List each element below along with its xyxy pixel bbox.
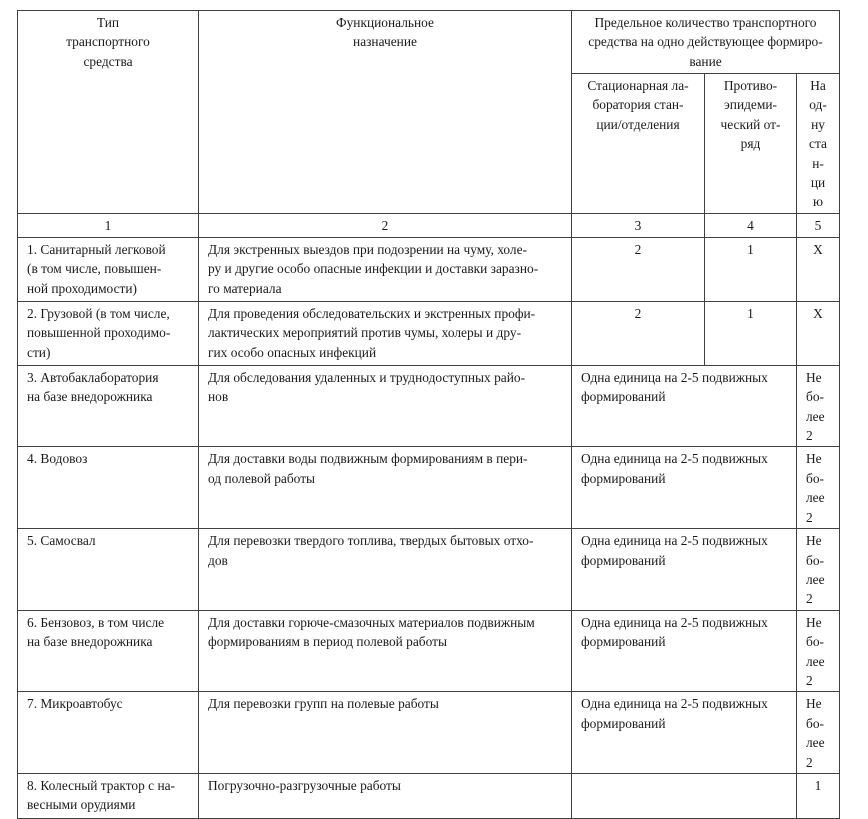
purpose-cell: Для перевозки твердого топлива, твердых бытовых отхо- дов	[199, 529, 572, 611]
merged-quantity-cell: Одна единица на 2-5 подвижных формирований	[572, 447, 797, 529]
header-limit-group: Предельное количество транспортного средства на одно действующее формиро- вание	[572, 11, 840, 74]
station-count-cell: Х	[797, 301, 840, 365]
station-count-cell: Не бо- лее 2	[797, 610, 840, 692]
merged-quantity-cell: Одна единица на 2-5 подвижных формирований	[572, 692, 797, 774]
purpose-cell: Для экстренных выездов при подозрении на чуму, холе- ру и другие особо опасные инфекции и доставки заразно- го материала	[199, 237, 572, 301]
vehicle-type-cell: 6. Бензовоз, в том числе на базе внедорожника	[18, 610, 199, 692]
column-number: 5	[797, 213, 840, 237]
squad-count-cell: 1	[705, 301, 797, 365]
vehicle-type-cell: 4. Водовоз	[18, 447, 199, 529]
header-row	[18, 11, 840, 74]
vehicle-type-cell: 1. Санитарный легковой (в том числе, повышен- ной проходимости)	[18, 237, 199, 301]
table-row	[18, 447, 840, 529]
lab-count-cell: 2	[572, 237, 705, 301]
header-purpose: Функциональное назначение	[199, 11, 572, 214]
header-station-lab: Стационарная ла- боратория стан- ции/отделения	[572, 74, 705, 214]
table-row	[18, 301, 840, 365]
table-row	[18, 610, 840, 692]
merged-quantity-cell: Одна единица на 2-5 подвижных формирований	[572, 610, 797, 692]
table-row	[18, 773, 840, 818]
table-row	[18, 237, 840, 301]
purpose-cell: Для перевозки групп на полевые работы	[199, 692, 572, 774]
vehicle-type-cell: 5. Самосвал	[18, 529, 199, 611]
vehicle-type-cell: 2. Грузовой (в том числе, повышенной проходимо- сти)	[18, 301, 199, 365]
column-number: 1	[18, 213, 199, 237]
station-count-cell: 1	[797, 773, 840, 818]
purpose-cell: Для проведения обследовательских и экстренных профи- лактических мероприятий против чумы, холеры и дру- гих особо опасных инфекций	[199, 301, 572, 365]
merged-quantity-cell: Одна единица на 2-5 подвижных формирований	[572, 365, 797, 447]
column-number: 3	[572, 213, 705, 237]
purpose-cell: Для обследования удаленных и труднодоступных райо- нов	[199, 365, 572, 447]
vehicle-type-cell: 7. Микроавтобус	[18, 692, 199, 774]
lab-count-cell: 2	[572, 301, 705, 365]
vehicle-type-cell: 8. Колесный трактор с на- весными орудиями	[18, 773, 199, 818]
table-row	[18, 529, 840, 611]
header-per-station: На од- ну стан- цию	[797, 74, 840, 214]
header-vehicle-type: Тип транспортного средства	[18, 11, 199, 214]
column-numbers-row	[18, 213, 840, 237]
purpose-cell: Для доставки воды подвижным формированиям в пери- од полевой работы	[199, 447, 572, 529]
column-number: 2	[199, 213, 572, 237]
merged-quantity-cell	[572, 773, 797, 818]
purpose-cell: Для доставки горюче-смазочных материалов подвижным формированиям в период полевой работы	[199, 610, 572, 692]
table-row	[18, 365, 840, 447]
station-count-cell: Не бо- лее 2	[797, 447, 840, 529]
merged-quantity-cell: Одна единица на 2-5 подвижных формирований	[572, 529, 797, 611]
header-antiepidemic-squad: Противо- эпидеми- ческий от- ряд	[705, 74, 797, 214]
vehicle-type-cell: 3. Автобаклаборатория на базе внедорожника	[18, 365, 199, 447]
purpose-cell: Погрузочно-разгрузочные работы	[199, 773, 572, 818]
squad-count-cell: 1	[705, 237, 797, 301]
station-count-cell: Х	[797, 237, 840, 301]
vehicle-norms-table	[17, 10, 840, 819]
station-count-cell: Не бо- лее 2	[797, 692, 840, 774]
column-number: 4	[705, 213, 797, 237]
table-row	[18, 692, 840, 774]
station-count-cell: Не бо- лее 2	[797, 365, 840, 447]
station-count-cell: Не бо- лее 2	[797, 529, 840, 611]
